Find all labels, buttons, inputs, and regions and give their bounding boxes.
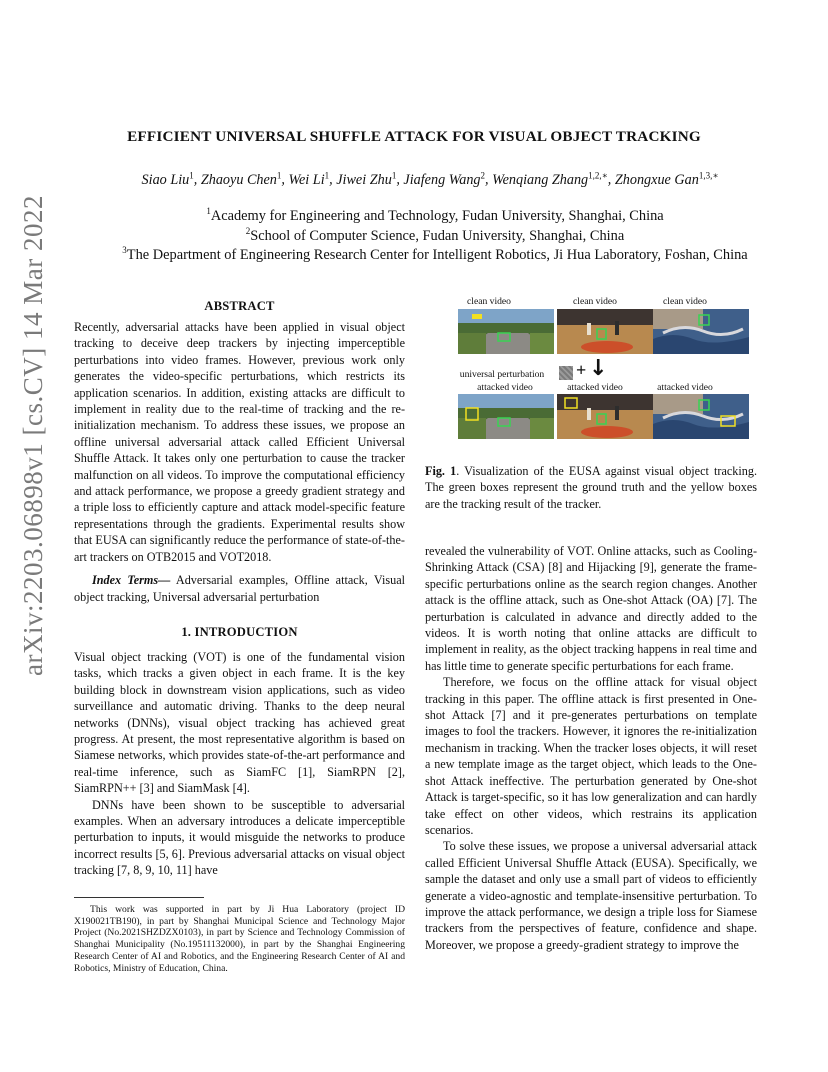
clean-frame-sea xyxy=(653,309,749,354)
clean-video-label: clean video xyxy=(467,296,511,307)
plus-sign: + xyxy=(576,360,587,380)
abstract-heading: ABSTRACT xyxy=(204,299,275,313)
author: Jiwei Zhu$^1$ xyxy=(336,170,397,188)
paper-title: EFFICIENT UNIVERSAL SHUFFLE ATTACK FOR VISUAL OBJECT TRACKING xyxy=(127,128,701,145)
author: Zhaoyu Chen$^1$ xyxy=(200,170,282,188)
author: Wei Li$^1$ xyxy=(288,170,330,188)
right-column xyxy=(425,543,757,953)
attacked-video-label: attacked video xyxy=(657,382,713,393)
figure-1 xyxy=(425,296,757,446)
affiliation-2: $^2$School of Computer Science, Fudan University, Shanghai, China xyxy=(245,226,625,244)
intro-paragraph-2: DNNs have been shown to be susceptible to adversarial examples. When an adversary introduces a delicate imperceptible perturbation to inputs, it would misguide the networks to produce incorrect results [5, 6]. Previous adversarial attacks on visual object tracking [7, 8, 9, 10, 11] have xyxy=(74,797,405,878)
funding-footnote: This work was supported in part by Ji Hua Laboratory (project ID X190021TB190), in part by Shanghai Municipal Science and Technology Major Project (No.2021SHZDZX0103), in part by Science and Technology Commission of Shanghai Municipality (No.19511132000), in part by the Shanghai Engineering Research Center of AI and Robotics, and the Engineering Research Center of AI and Robotics, Ministry of Education, China. xyxy=(74,904,405,974)
index-terms: Index Terms— Adversarial examples, Offline attack, Visual object tracking, Universal adversarial perturbation xyxy=(74,573,405,604)
affiliation-3: $^3$The Department of Engineering Research Center for Intelligent Robotics, Ji Hua Laboratory, Foshan, China xyxy=(122,245,748,263)
clean-video-label: clean video xyxy=(663,296,707,307)
attacked-frame-sea xyxy=(653,394,749,439)
author: Wenqiang Zhang$^{1,2,∗}$ xyxy=(492,170,608,188)
right-paragraph-3: To solve these issues, we propose a universal adversarial attack called Efficient Universal Shuffle Attack (EUSA). Specifically, we sample the dataset and only use a small part of videos to efficiently generate a video-agnostic and template-insensitive perturbation. To improve the attack performance, we design a triple loss for Siamese trackers from the perspectives of feature, confidence and shape. Moreover, we propose a greedy-gradient strategy to improve the xyxy=(425,839,757,952)
right-paragraph-1: revealed the vulnerability of VOT. Online attacks, such as Cooling-Shrinking Attack (CSA) [8] and Hijacking [9], generate the frame-specific perturbations online as the search region changes. Another attack is the offline attack, such as One-shot Attack (OA) [7]. The perturbation is calculated in advance and directly added to the videos. It is worth noting that online attacks are difficult to implement in reality, as the object tracking happens in real time and has little time to generate specific perturbations for each frame. xyxy=(425,544,757,673)
perturbation-swatch xyxy=(559,366,573,380)
right-paragraph-2: Therefore, we focus on the offline attack for visual object tracking in this paper. The offline attack is first presented in One-shot Attack [7] and it pre-generates perturbations on template images to fool the trackers. However, it ignores the re-initialization mechanism in tracking. When the tracker loses objects, it will reset a new template image as the target object, which leads to the One-shot Attack ineffective. The perturbation generated by One-shot Attack is target-specific, so it has low generalization and can hardly take effect on other videos, which restrains its application scenarios. xyxy=(425,675,757,837)
author: Zhongxue Gan$^{1,3,∗}$ xyxy=(614,170,719,188)
figure-1-caption: Fig. 1. Visualization of the EUSA against visual object tracking. The green boxes represent the ground truth and the yellow boxes are the tracking result of the tracker. xyxy=(425,464,757,511)
universal-perturbation-label: universal perturbation xyxy=(459,369,545,380)
affiliation-1: $^1$Academy for Engineering and Technology, Fudan University, Shanghai, China xyxy=(206,206,664,224)
intro-paragraph-1: Visual object tracking (VOT) is one of the fundamental vision tasks, which tracks a given object in each frame. It is the key building block in downstream vision applications, such as video surveillance and automatic driving. Thanks to the deep neural networks (DNNs), visual object tracking has achieved great progress. At present, the most representative algorithm is based on Siamese networks, which provides state-of-the-art performance and real-time inference, such as SiamFC [1], SiamRPN [2], SiamRPN++ [3] and SiamMask [4]. xyxy=(74,649,405,796)
clean-frame-road xyxy=(458,309,554,354)
left-column xyxy=(74,299,405,879)
author-list: Siao Liu$^1$, Zhaoyu Chen$^1$, Wei Li$^1$, Jiwei Zhu$^1$, Jiafeng Wang$^2$, Wenqiang Zhang$^{1,2,∗}$, Zhongxue Gan$^{1,3,∗}$ xyxy=(141,170,719,188)
attacked-video-label: attacked video xyxy=(477,382,533,393)
attacked-video-label: attacked video xyxy=(567,382,623,393)
introduction-heading: 1. INTRODUCTION xyxy=(181,624,298,639)
attacked-frame-basketball xyxy=(557,394,653,439)
abstract-text: Recently, adversarial attacks have been applied in visual object tracking to deceive deep trackers by injecting imperceptible perturbations into video frames. However, previous work only generates the video-specific perturbations, which restricts its application scenarios. In addition, existing attacks are difficult to implement in reality due to the real-time of tracking and the re-initialization mechanism. To address these issues, we propose an offline universal adversarial attack called Efficient Universal Shuffle Attack. It takes only one perturbation to cause the tracker malfunction on all videos. To improve the computational efficiency and attack performance, we propose a greedy gradient strategy and a triple loss to efficiently capture and attack model-specific feature representations through the gradients. Experimental results show that EUSA can significantly reduce the performance of state-of-the-art trackers on OTB2015 and VOT2018. xyxy=(74,320,405,564)
clean-frame-basketball xyxy=(557,309,653,354)
author: Siao Liu$^1$ xyxy=(141,170,194,188)
footnote-divider xyxy=(74,897,204,898)
clean-video-label: clean video xyxy=(573,296,617,307)
arrow-down-icon: ↓ xyxy=(589,356,608,381)
author: Jiafeng Wang$^2$ xyxy=(403,170,486,188)
arxiv-identifier: arXiv:2203.06898v1 [cs.CV] 14 Mar 2022 xyxy=(18,195,48,676)
attacked-frame-road xyxy=(458,394,554,439)
